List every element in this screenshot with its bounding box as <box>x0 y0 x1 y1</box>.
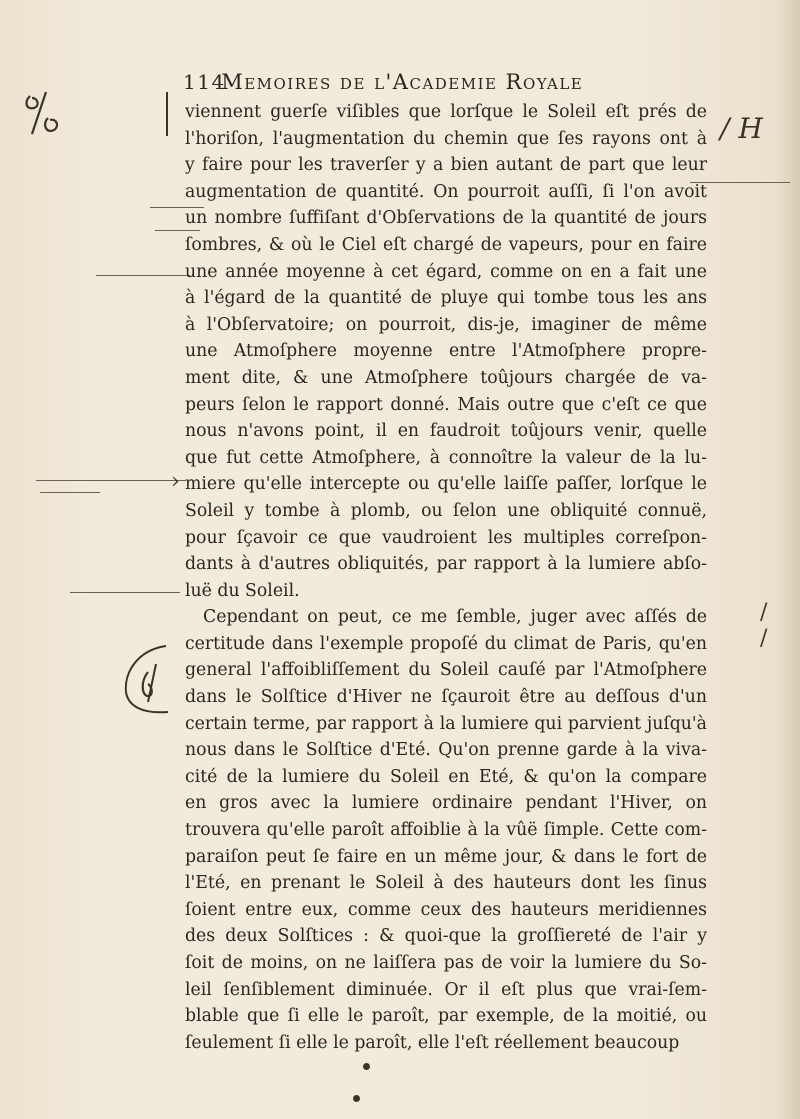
text-line: ment dite, & une Atmoſphere toûjours chargée de va- <box>185 367 707 388</box>
text-line: trouvera qu'elle paroît affoiblie à la vûë ſimple. Cette com- <box>185 820 707 841</box>
text-line: y faire pour les traverſer y a bien autant de part que leur <box>185 155 707 176</box>
text-line: pour ſçavoir ce que vaudroient les multiples correſpon- <box>185 527 707 548</box>
margin-slash-icon: / <box>760 600 768 625</box>
margin-arrow-icon: › <box>171 469 180 494</box>
text-line: general l'affoibliſſement du Soleil cauſé par l'Atmoſphere <box>185 660 707 681</box>
text-line: miere qu'elle intercepte ou qu'elle laiſſe paſſer, lorſque le <box>185 474 707 495</box>
text-line: viennent guerſe viſibles que lorſque le Soleil eſt prés de <box>185 102 707 122</box>
margin-rule <box>40 492 100 493</box>
text-line: cité de la lumiere du Soleil en Eté, & qu'on la compare <box>185 766 707 787</box>
ink-dot <box>353 1095 360 1102</box>
margin-rule <box>96 275 190 276</box>
text-line: ſoit de moins, on ne laiſſera pas de voir la lumiere du So- <box>185 953 707 973</box>
handwritten-circle-icon <box>118 642 174 718</box>
text-line: un nombre ſuffiſant d'Obſervations de la quantité de jours <box>185 208 707 229</box>
margin-note-circle <box>118 642 174 718</box>
text-line: une Atmoſphere moyenne entre l'Atmoſphere propre- <box>185 341 707 362</box>
text-line: peurs ſelon le rapport donné. Mais outre que c'eſt ce que <box>185 394 707 415</box>
text-line: que fut cette Atmoſphere, à connoître la valeur de la lu- <box>185 447 707 468</box>
text-line: luë du Soleil. <box>185 580 300 601</box>
text-line: dans le Solſtice d'Hiver ne ſçauroit être au deſſous d'un <box>185 687 707 708</box>
text-line: dants à d'autres obliquités, par rapport à la lumiere abſo- <box>185 554 707 575</box>
margin-rule <box>36 480 186 481</box>
page-edge-shadow <box>776 0 800 1119</box>
text-line: ſombres, & où le Ciel eſt chargé de vapeurs, pour en faire <box>185 234 707 255</box>
running-header <box>183 70 703 94</box>
text-line: Cependant on peut, ce me ſemble, juger avec aſſés de <box>203 607 707 628</box>
text-line: à l'Obſervatoire; on pourroit, dis-je, imaginer de même <box>185 314 707 335</box>
handwritten-mark-icon <box>20 88 70 138</box>
text-line: en gros avec la lumiere ordinaire pendant l'Hiver, on <box>185 793 707 814</box>
text-line: leil ſenſiblement diminuée. Or il eſt plus que vrai-ſem- <box>185 979 707 1000</box>
text-line: nous n'avons point, il en faudroit toûjours venir, quelle <box>185 421 707 442</box>
text-line: augmentation de quantité. On pourroit auſſi, ſi l'on avoit <box>185 181 707 202</box>
margin-slash-icon: / <box>760 626 768 651</box>
text-line: l'Eté, en prenant le Soleil à des hauteurs dont les ſinus <box>185 873 707 894</box>
text-line: des deux Solſtices : & quoi-que la groſſiereté de l'air y <box>185 926 707 947</box>
text-line: paraiſon peut ſe faire en un même jour, & dans le fort de <box>185 846 707 867</box>
body-text <box>185 99 707 1056</box>
margin-note-right: / H <box>720 112 763 145</box>
margin-rule <box>70 592 180 593</box>
text-line: certitude dans l'exemple propoſé du climat de Paris, qu'en <box>185 633 707 654</box>
text-line: blable que ſi elle le paroît, par exemple, de la moitié, ou <box>185 1006 707 1027</box>
text-line: ſeulement ſi elle le paroît, elle l'eſt réellement beaucoup <box>185 1032 680 1053</box>
ink-dot <box>363 1063 370 1070</box>
text-line: certain terme, par rapport à la lumiere qui parvient juſqu'à <box>185 713 707 734</box>
text-line: Soleil y tombe à plomb, ou ſelon une obliquité connuë, <box>185 500 707 521</box>
page-number: 114 <box>183 70 226 94</box>
text-line: à l'égard de la quantité de pluye qui tombe tous les ans <box>185 288 707 309</box>
text-line: une année moyenne à cet égard, comme on en a fait une <box>185 261 707 282</box>
running-title: Memoires de l'Academie Royale <box>221 70 584 94</box>
text-line: ſoient entre eux, comme ceux des hauteurs meridiennes <box>185 899 707 920</box>
margin-bracket <box>166 92 172 136</box>
text-line: nous dans le Solſtice d'Eté. Qu'on prenne garde à la viva- <box>185 740 707 761</box>
text-line: l'horiſon, l'augmentation du chemin que ſes rayons ont à <box>185 128 707 149</box>
margin-note-left <box>20 88 70 138</box>
